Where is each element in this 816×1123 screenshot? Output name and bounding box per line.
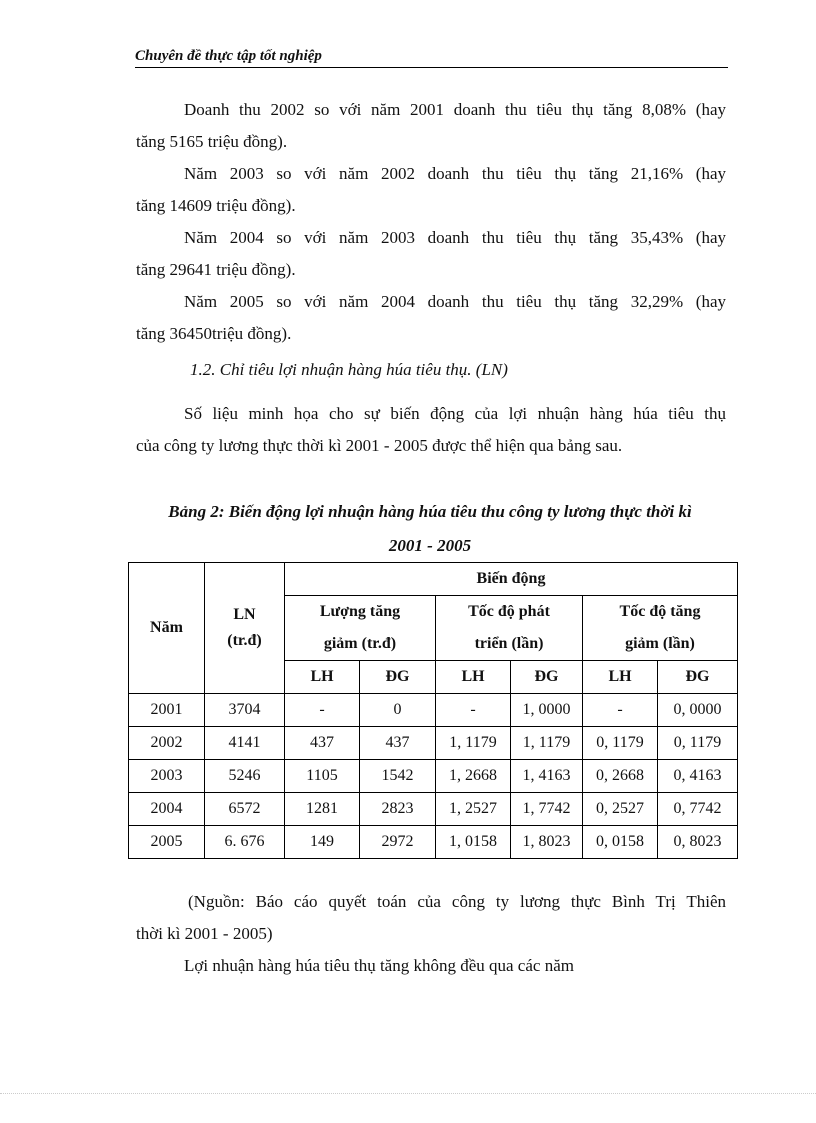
cell: 4141 <box>205 727 285 760</box>
text-line: Số liệu minh họa cho sự biến động của lợi nhuận hàng húa tiêu thụ <box>184 404 726 423</box>
section-heading: 1.2. Chỉ tiêu lợi nhuận hàng húa tiêu thụ. (LN) <box>190 360 508 379</box>
cell: 437 <box>285 727 360 760</box>
cell: 1105 <box>285 760 360 793</box>
paragraph-2005 <box>136 286 726 350</box>
header-text: Tốc độ phát <box>468 603 550 620</box>
header-text: triển (lần) <box>474 635 544 652</box>
cell: 0, 0158 <box>583 826 658 859</box>
cell: - <box>436 694 511 727</box>
paragraph-conclusion <box>136 950 726 982</box>
caption-line: Bảng 2: Biến động lợi nhuận hàng húa tiêu thu công ty lương thực thời kì <box>168 502 692 521</box>
header-dg: ĐG <box>511 661 583 694</box>
cell: - <box>285 694 360 727</box>
text-line: tăng 5165 triệu đồng). <box>136 132 288 151</box>
text-line: tăng 14609 triệu đồng). <box>136 196 296 215</box>
cell: 1, 2668 <box>436 760 511 793</box>
header-ln-unit: (tr.đ) <box>227 632 262 649</box>
cell: 2002 <box>129 727 205 760</box>
text-line: (Nguồn: Báo cáo quyết toán của công ty lương thực Bình Trị Thiên <box>188 892 726 911</box>
profit-table <box>128 562 738 859</box>
table-row <box>129 793 738 826</box>
cell: 3704 <box>205 694 285 727</box>
header-toc-do-tang-giam <box>583 596 738 661</box>
paragraph-2002 <box>136 94 726 158</box>
paragraph-intro-table <box>136 398 726 462</box>
cell: 2004 <box>129 793 205 826</box>
text-line: Lợi nhuận hàng húa tiêu thụ tăng không đều qua các năm <box>184 956 574 975</box>
cell: 1, 1179 <box>436 727 511 760</box>
header-lh: LH <box>583 661 658 694</box>
cell: 1, 0158 <box>436 826 511 859</box>
paragraph-2004 <box>136 222 726 286</box>
cell: 1, 0000 <box>511 694 583 727</box>
header-text: giảm (tr.đ) <box>323 635 397 652</box>
cell: 1, 4163 <box>511 760 583 793</box>
cell: 0, 1179 <box>658 727 738 760</box>
cell: 6572 <box>205 793 285 826</box>
paragraph-source <box>136 886 726 950</box>
text-line: Năm 2004 so với năm 2003 doanh thu tiêu thụ tăng 35,43% (hay <box>184 228 726 247</box>
cell: 0, 0000 <box>658 694 738 727</box>
header-text: giảm (lần) <box>625 635 695 652</box>
text-line: Năm 2005 so với năm 2004 doanh thu tiêu thụ tăng 32,29% (hay <box>184 292 726 311</box>
cell: 1, 1179 <box>511 727 583 760</box>
header-dg: ĐG <box>658 661 738 694</box>
header-lh: LH <box>436 661 511 694</box>
table-row <box>129 826 738 859</box>
cell: 2001 <box>129 694 205 727</box>
text-line: thời kì 2001 - 2005) <box>136 924 273 943</box>
cell: 1, 2527 <box>436 793 511 826</box>
table-row <box>129 760 738 793</box>
cell: 0, 4163 <box>658 760 738 793</box>
header-toc-do-phat-trien <box>436 596 583 661</box>
table-caption <box>132 495 728 563</box>
header-lh: LH <box>285 661 360 694</box>
cell: 0, 7742 <box>658 793 738 826</box>
cell: 437 <box>360 727 436 760</box>
cell: 1542 <box>360 760 436 793</box>
cell: 149 <box>285 826 360 859</box>
header-ln-label: LN <box>233 606 256 623</box>
cell: - <box>583 694 658 727</box>
header-dg: ĐG <box>360 661 436 694</box>
cell: 1281 <box>285 793 360 826</box>
cell: 6. 676 <box>205 826 285 859</box>
text-line: tăng 36450triệu đồng). <box>136 324 292 343</box>
cell: 1, 7742 <box>511 793 583 826</box>
page-bottom-divider <box>0 1093 816 1094</box>
paragraph-2003 <box>136 158 726 222</box>
header-year: Năm <box>129 563 205 694</box>
cell: 0, 2668 <box>583 760 658 793</box>
table-row <box>129 727 738 760</box>
text-line: Doanh thu 2002 so với năm 2001 doanh thu tiêu thụ tăng 8,08% (hay <box>184 100 726 119</box>
text-line: tăng 29641 triệu đồng). <box>136 260 296 279</box>
cell: 1, 8023 <box>511 826 583 859</box>
header-text: Tốc độ tăng <box>619 603 701 620</box>
cell: 2972 <box>360 826 436 859</box>
header-luong-tang-giam <box>285 596 436 661</box>
header-text: Lượng tăng <box>319 603 401 620</box>
cell: 0, 8023 <box>658 826 738 859</box>
cell: 0, 2527 <box>583 793 658 826</box>
text-line: của công ty lương thực thời kì 2001 - 2005 được thể hiện qua bảng sau. <box>136 436 623 455</box>
text-line: Năm 2003 so với năm 2002 doanh thu tiêu thụ tăng 21,16% (hay <box>184 164 726 183</box>
header-ln <box>205 563 285 694</box>
cell: 2003 <box>129 760 205 793</box>
cell: 2823 <box>360 793 436 826</box>
cell: 0, 1179 <box>583 727 658 760</box>
table-row <box>129 694 738 727</box>
header-bien-dong: Biến động <box>285 563 738 596</box>
caption-line: 2001 - 2005 <box>388 536 472 555</box>
cell: 5246 <box>205 760 285 793</box>
cell: 2005 <box>129 826 205 859</box>
cell: 0 <box>360 694 436 727</box>
page-header: Chuyên đề thực tập tốt nghiệp <box>135 48 728 68</box>
